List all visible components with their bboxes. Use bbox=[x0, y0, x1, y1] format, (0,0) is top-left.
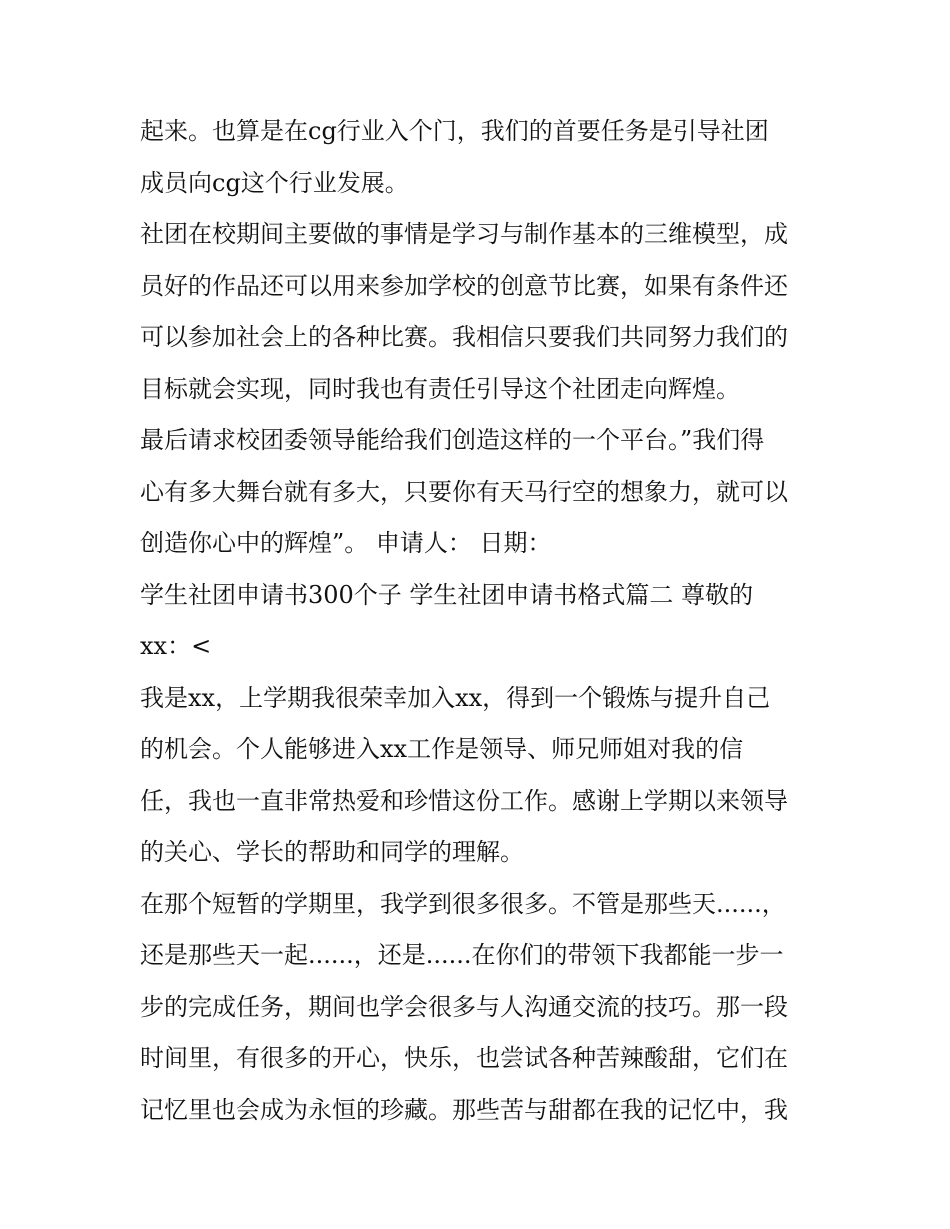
text-line-14: 任，我也一直非常热爱和珍惜这份工作。感谢上学期以来领导 bbox=[140, 786, 788, 815]
text-line-2: 成员向cg这个行业发展。 bbox=[140, 168, 409, 197]
text-line-3: 社团在校期间主要做的事情是学习与制作基本的三维模型，成 bbox=[140, 220, 788, 248]
text-line-20: 记忆里也会成为永恒的珍藏。那些苦与甜都在我的记忆中，我 bbox=[140, 1095, 788, 1124]
document-body bbox=[140, 109, 820, 1139]
text-line-9: 创造你心中的辉煌”。 申请人： 日期： bbox=[140, 529, 552, 557]
text-line-8: 心有多大舞台就有多大，只要你有天马行空的想象力，就可以 bbox=[140, 477, 788, 506]
text-line-11: xx：< bbox=[140, 632, 212, 660]
text-line-13: 的机会。个人能够进入xx工作是领导、师兄师姐对我的信 bbox=[140, 735, 744, 763]
text-line-12: 我是xx，上学期我很荣幸加入xx，得到一个锻炼与提升自己 bbox=[140, 683, 771, 712]
text-line-7: 最后请求校团委领导能给我们创造这样的一个平台。”我们得 bbox=[140, 426, 765, 454]
text-line-1: 起来。也算是在cg行业入个门，我们的首要任务是引导社团 bbox=[140, 117, 769, 145]
text-line-18: 步的完成任务，期间也学会很多与人沟通交流的技巧。那一段 bbox=[140, 992, 788, 1021]
text-line-6: 目标就会实现，同时我也有责任引导这个社团走向辉煌。 bbox=[140, 374, 740, 403]
text-line-19: 时间里，有很多的开心，快乐，也尝试各种苦辣酸甜，它们在 bbox=[140, 1044, 788, 1072]
text-line-16: 在那个短暂的学期里，我学到很多很多。不管是那些天......， bbox=[140, 889, 786, 918]
text-line-10: 学生社团申请书300个子 学生社团申请书格式篇二 尊敬的 bbox=[140, 580, 754, 609]
text-line-5: 可以参加社会上的各种比赛。我相信只要我们共同努力我们的 bbox=[140, 323, 788, 351]
text-line-17: 还是那些天一起......，还是......在你们的带领下我都能一步一 bbox=[140, 941, 784, 969]
text-line-4: 员好的作品还可以用来参加学校的创意节比赛，如果有条件还 bbox=[140, 271, 788, 300]
text-line-15: 的关心、学长的帮助和同学的理解。 bbox=[140, 838, 524, 866]
